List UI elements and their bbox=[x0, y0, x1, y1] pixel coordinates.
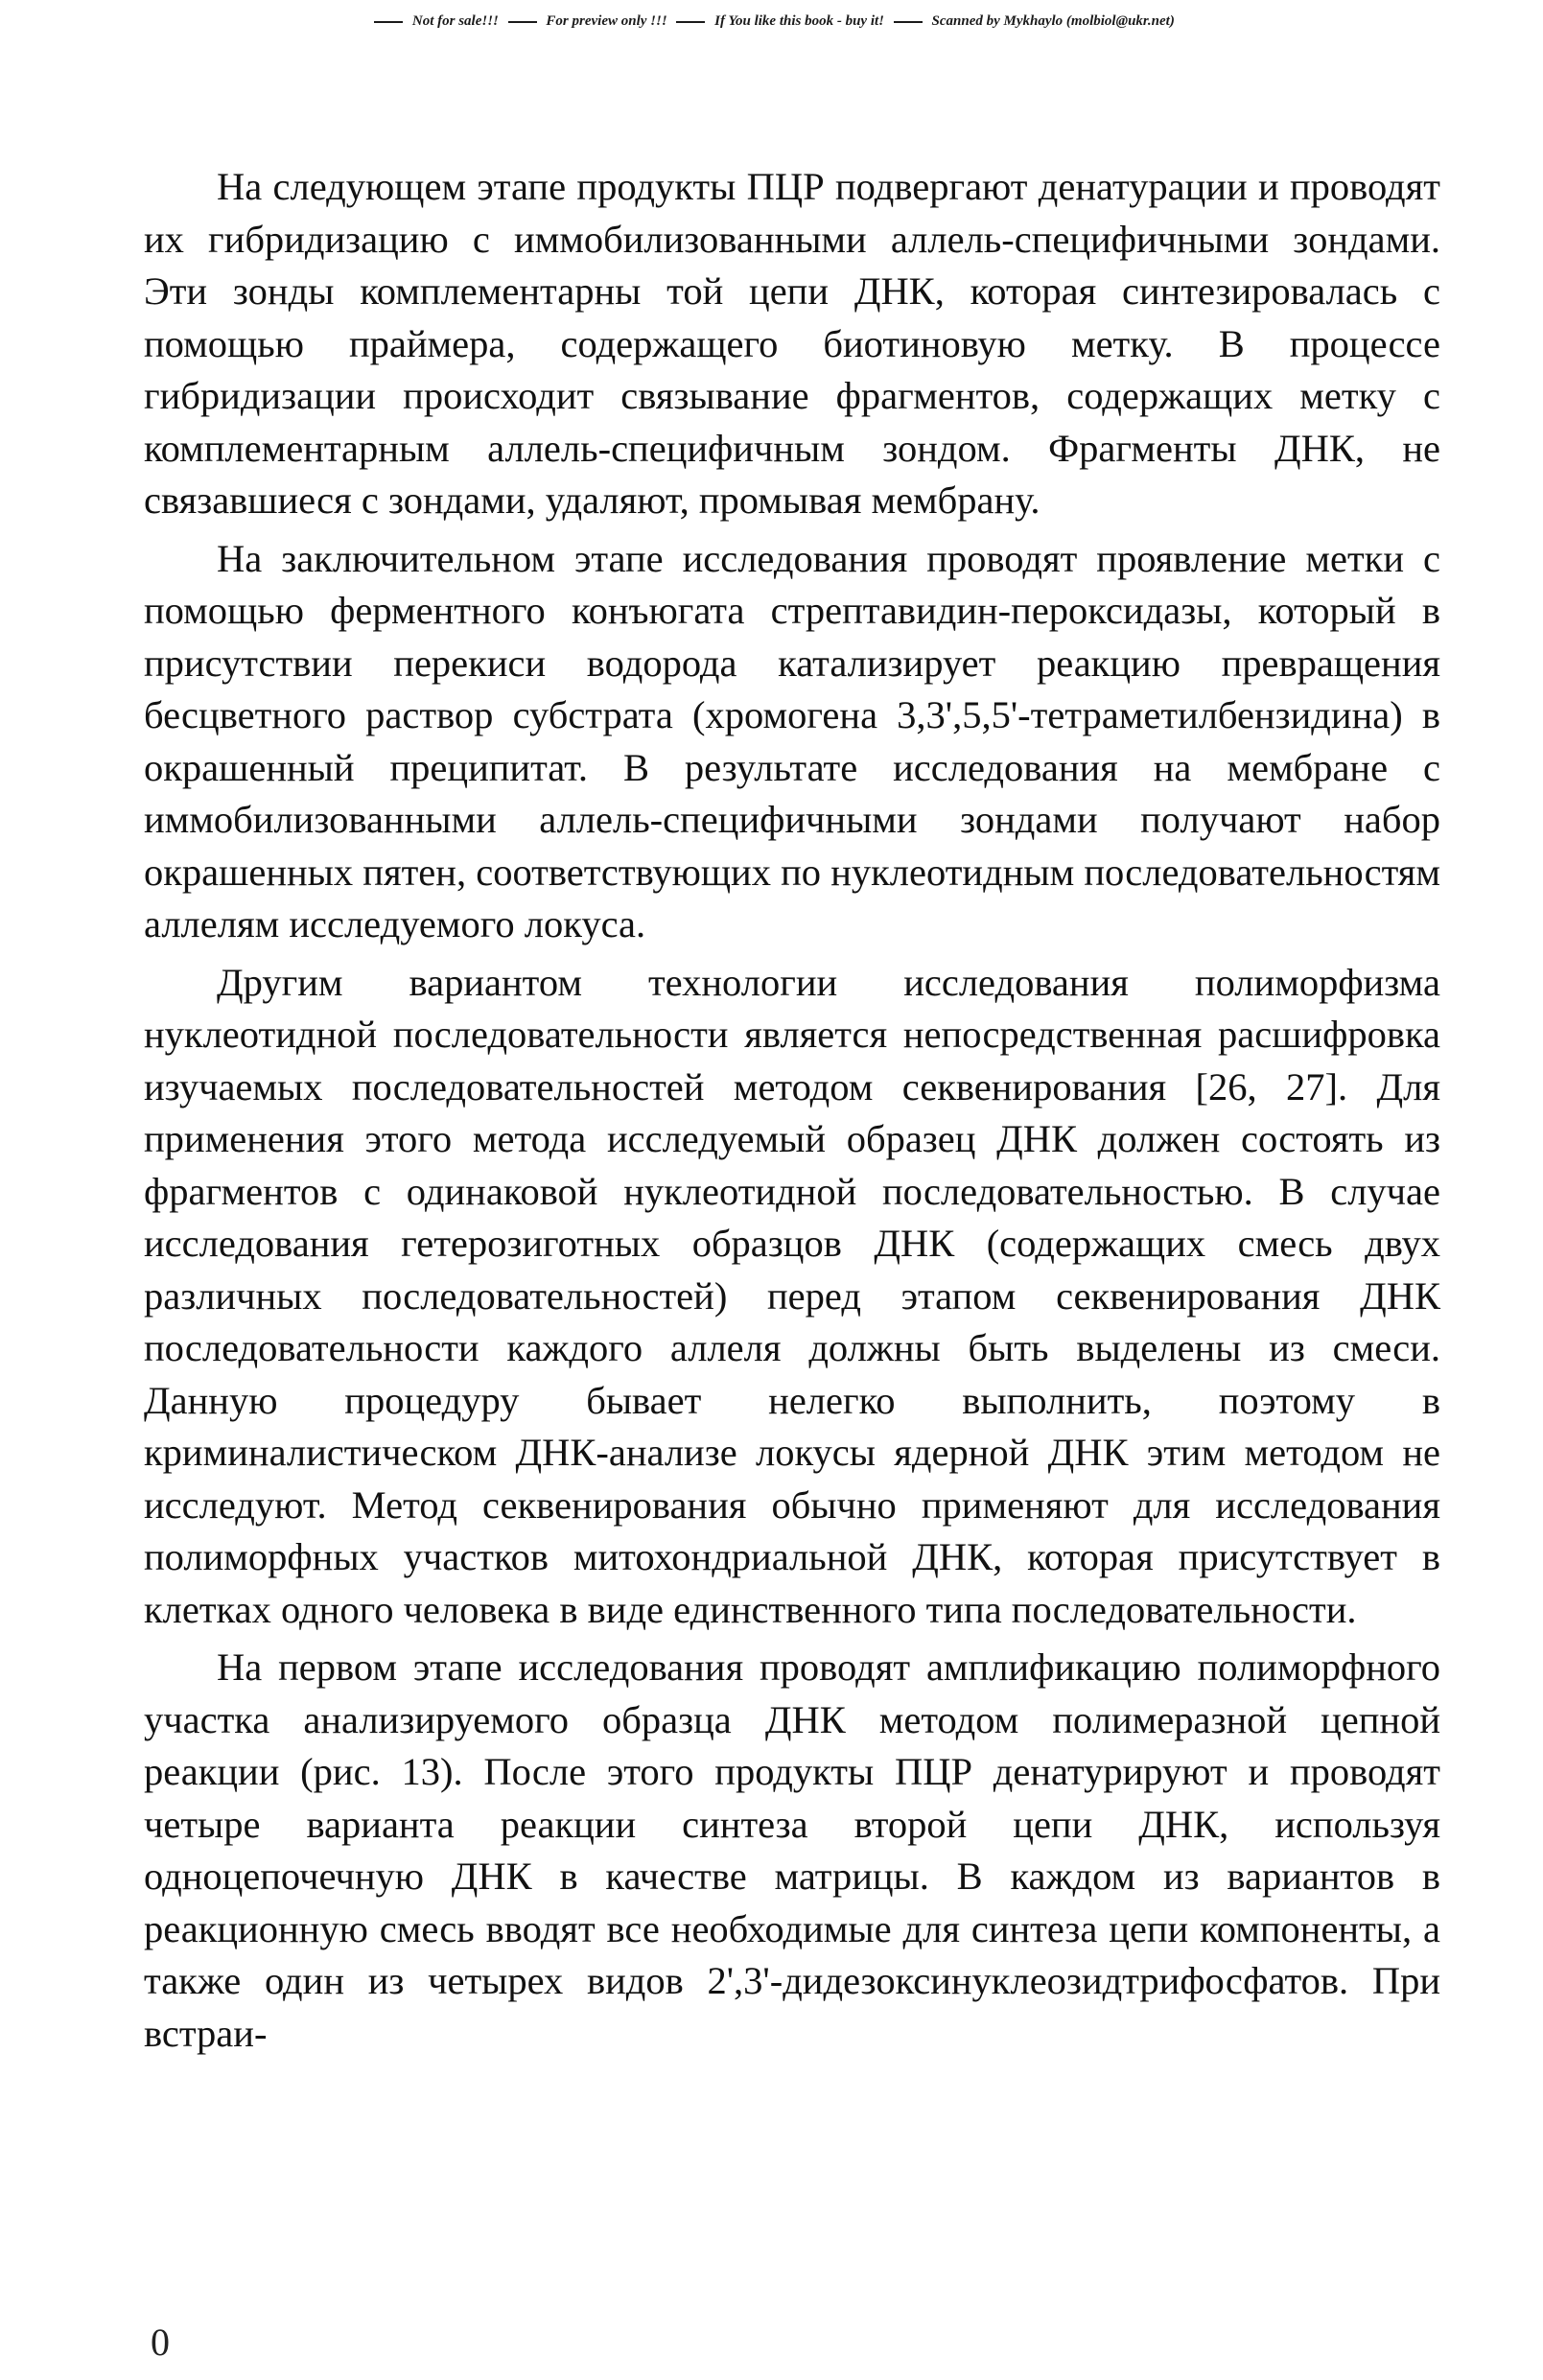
banner-buy-it: If You like this book - buy it! bbox=[714, 13, 885, 30]
page-number: 0 bbox=[151, 2321, 170, 2364]
banner-rule bbox=[676, 21, 705, 23]
banner-rule bbox=[894, 21, 923, 23]
paragraph-sequencing-steps: На первом этапе исследования проводят амплификацию полиморфного участка анализируемого образца ДНК методом полимеразной цепной реакции (рис. 13). После этого продукты ПЦР денатурируют и проводят четыре варианта реакции синтеза второй цепи ДНК, используя одноцепочечную ДНК в качестве матрицы. В каждом из вариантов в реакционную смесь вводят все необходимые для синтеза цепи компоненты, а также один из четырех видов 2',3'-дидезоксинуклеозидтрифосфатов. При встраи- bbox=[144, 1645, 1440, 2055]
scan-banner bbox=[0, 13, 1543, 30]
banner-scanned-by: Scanned by Mykhaylo (molbiol@ukr.net) bbox=[931, 13, 1175, 30]
banner-preview-only: For preview only !!! bbox=[546, 13, 667, 30]
banner-not-for-sale: Not for sale!!! bbox=[411, 13, 499, 30]
paragraph-sequencing-variant: Другим вариантом технологии исследования полиморфизма нуклеотидной последовательности является непосредственная расшифровка изучаемых последовательностей методом секвенирования [26, 27]. Для применения этого метода исследуемый образец ДНК должен состоять из фрагментов с одинаковой нуклеотидной последовательностью. В случае исследования гетерозиготных образцов ДНК (содержащих смесь двух различных последовательностей) перед этапом секвенирования ДНК последовательности каждого аллеля должны быть выделены из смеси. Данную процедуру бывает нелегко выполнить, поэтому в криминалистическом ДНК-анализе локусы ядерной ДНК этим методом не исследуют. Метод секвенирования обычно применяют для исследования полиморфных участков митохондриальной ДНК, которая присутствует в клетках одного человека в виде единственного типа последовательности. bbox=[144, 960, 1440, 1631]
paragraph-label-detection: На заключительном этапе исследования проводят проявление метки с помощью ферментного конъюгата стрептавидин-пероксидазы, который в присутствии перекиси водорода катализирует реакцию превращения бесцветного раствор субстрата (хромогена 3,3',5,5'-тетраметилбензидина) в окрашенный преципитат. В результате исследования на мембране с иммобилизованными аллель-специфичными зондами получают набор окрашенных пятен, соответствующих по нуклеотидным последовательностям аллелям исследуемого локуса. bbox=[144, 536, 1440, 945]
banner-rule bbox=[508, 21, 537, 23]
paragraph-hybridization: На следующем этапе продукты ПЦР подвергают денатурации и проводят их гибридизацию с иммобилизованными аллель-специфичными зондами. Эти зонды комплементарны той цепи ДНК, которая синтезировалась с помощью праймера, содержащего биотиновую метку. В процессе гибридизации происходит связывание фрагментов, содержащих метку с комплементарным аллель-специфичным зондом. Фрагменты ДНК, не связавшиеся с зондами, удаляют, промывая мембрану. bbox=[144, 165, 1440, 522]
page-body bbox=[144, 161, 1440, 2060]
banner-rule bbox=[374, 21, 403, 23]
